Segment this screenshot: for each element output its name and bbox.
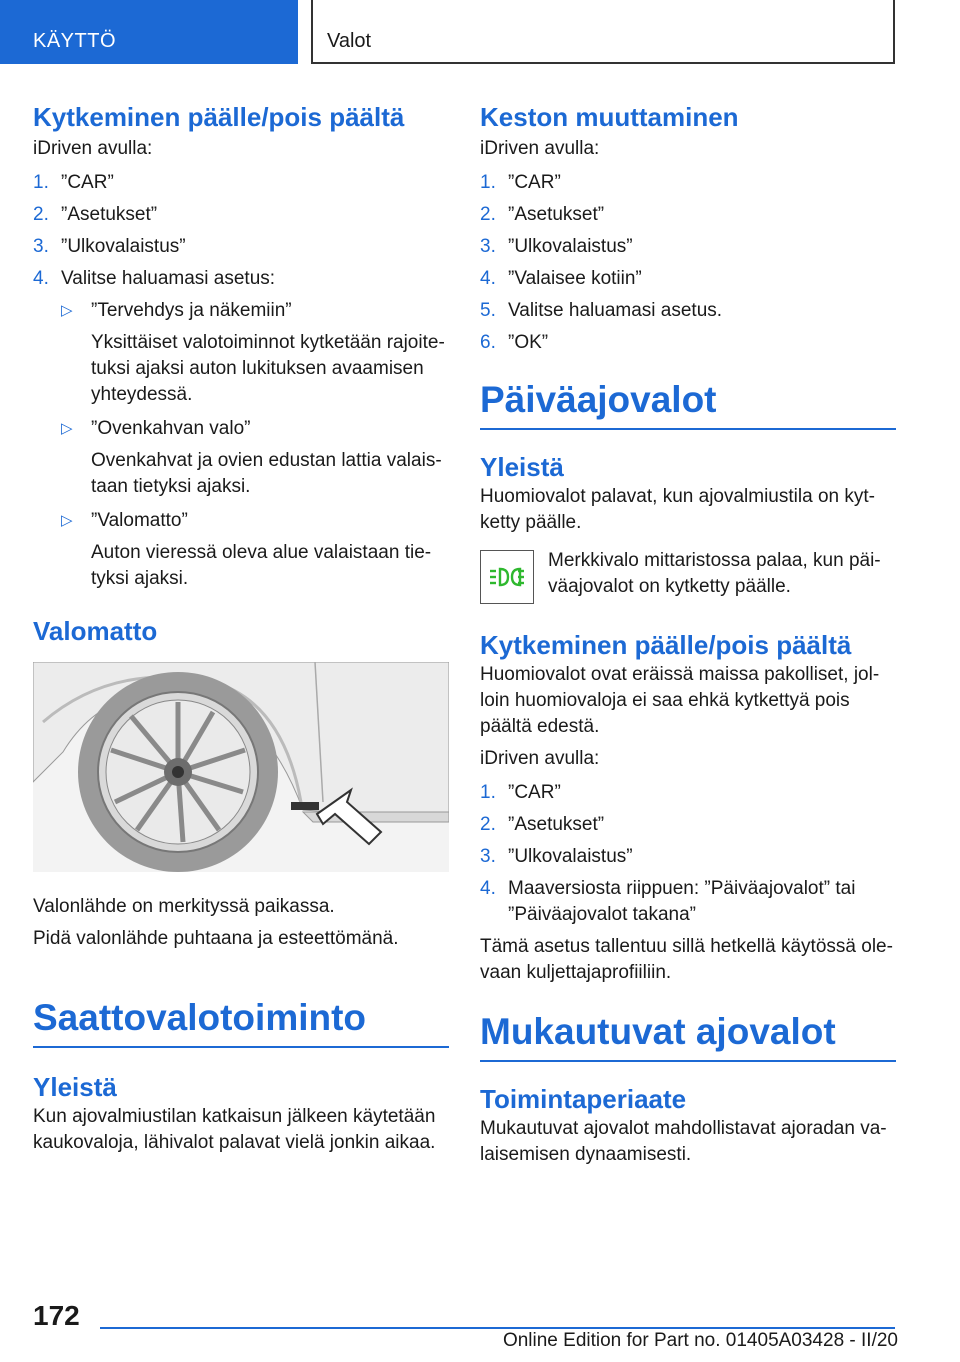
- list-item: 1. ”CAR”: [33, 172, 114, 193]
- page-number: 172: [33, 1300, 80, 1331]
- idrive-intro: iDriven avulla:: [33, 138, 153, 159]
- indicator-note: [480, 548, 896, 604]
- heading-change-duration: Keston muuttaminen: [480, 102, 739, 132]
- option-door-handle: ▷ ”Ovenkahvan valo”: [61, 416, 449, 442]
- heading-principle: Toimintaperiaate: [480, 1084, 687, 1114]
- switch-text: Huomiovalot ovat eräissä maissa pakolliset, jol- loin huomiovaloja ei saa ehkä kytkettyä pois päältä edestä.: [480, 664, 880, 737]
- list-item: 5. Valitse haluamasi asetus.: [480, 300, 723, 321]
- list-item: 2. ”Asetukset”: [480, 204, 605, 225]
- footer-divider: [100, 1327, 895, 1329]
- heading-light-carpet: Valomatto: [33, 616, 158, 646]
- heading-switch-on-off: Kytkeminen päälle/pois päältä: [33, 102, 405, 132]
- car-wheel-image: [33, 662, 449, 872]
- indicator-note-text: Merkkivalo mittaristossa palaa, kun päi- väajovalot on kytketty päälle.: [548, 550, 881, 597]
- footer-edition: Online Edition for Part no. 01405A03428 - II/20: [502, 1330, 898, 1351]
- list-item: 2. ”Asetukset”: [480, 814, 605, 835]
- left-column: [33, 100, 449, 1156]
- option-door-handle-desc: Ovenkahvat ja ovien edustan lattia valais- taan tietyksi ajaksi.: [91, 450, 442, 497]
- triangle-bullet-icon: ▷: [61, 512, 73, 529]
- list-item: 1. ”CAR”: [480, 172, 561, 193]
- list-item: 4. ”Valaisee kotiin”: [480, 268, 642, 289]
- general-text: Huomiovalot palavat, kun ajovalmiustila on kyt- ketty päälle.: [480, 486, 875, 533]
- idrive-intro: iDriven avulla:: [480, 748, 600, 769]
- step-list: [480, 780, 896, 928]
- list-item: 2. ”Asetukset”: [33, 204, 158, 225]
- idrive-intro: iDriven avulla:: [480, 138, 600, 159]
- right-column: [480, 100, 896, 1168]
- heading-general: Yleistä: [33, 1072, 117, 1102]
- heading-general: Yleistä: [480, 452, 564, 482]
- caption-keep-clean: Pidä valonlähde puhtaana ja esteettömänä.: [33, 928, 399, 949]
- step-list: [33, 170, 449, 292]
- profile-text: Tämä asetus tallentuu sillä hetkellä käytössä ole- vaan kuljettajaprofiiliin.: [480, 936, 893, 983]
- heading-adaptive-headlights: Mukautuvat ajovalot: [480, 1010, 896, 1062]
- option-greeting: ▷ ”Tervehdys ja näkemiin”: [61, 298, 449, 324]
- triangle-bullet-icon: ▷: [61, 420, 73, 437]
- list-item: 3. ”Ulkovalaistus”: [480, 236, 633, 257]
- principle-text: Mukautuvat ajovalot mahdollistavat ajoradan va- laisemisen dynaamisesti.: [480, 1118, 887, 1165]
- list-item: 4. Valitse haluamasi asetus:: [33, 268, 276, 289]
- step-list: [480, 170, 896, 356]
- chapter-tab[interactable]: Valot: [311, 0, 895, 64]
- list-item: 3. ”Ulkovalaistus”: [33, 236, 186, 257]
- caption-light-source: Valonlähde on merkityssä paikassa.: [33, 896, 335, 917]
- option-greeting-desc: Yksittäiset valotoiminnot kytketään rajoite- tuksi ajaksi auton lukituksen avaamisen yhteydessä.: [91, 332, 445, 405]
- option-light-carpet: ▷ ”Valomatto”: [61, 508, 449, 534]
- heading-daytime-lights: Päiväajovalot: [480, 378, 896, 430]
- option-light-carpet-desc: Auton vieressä oleva alue valaistaan tie- tyksi ajaksi.: [91, 542, 432, 589]
- triangle-bullet-icon: ▷: [61, 302, 73, 319]
- general-text: Kun ajovalmiustilan katkaisun jälkeen käytetään kaukovaloja, lähivalot palavat vielä jonkin aikaa.: [33, 1106, 436, 1153]
- list-item: 6. ”OK”: [480, 332, 549, 353]
- list-item: 3. ”Ulkovalaistus”: [480, 846, 633, 867]
- daytime-running-lights-icon: [480, 550, 534, 604]
- heading-follow-me-home: Saattovalotoiminto: [33, 996, 449, 1048]
- heading-switch-on-off: Kytkeminen päälle/pois päältä: [480, 630, 852, 660]
- list-item: 4. Maaversiosta riippuen: ”Päiväajovalot” tai ”Päiväajovalot takana”: [480, 878, 856, 925]
- list-item: 1. ”CAR”: [480, 782, 561, 803]
- section-tab[interactable]: KÄYTTÖ: [0, 0, 298, 64]
